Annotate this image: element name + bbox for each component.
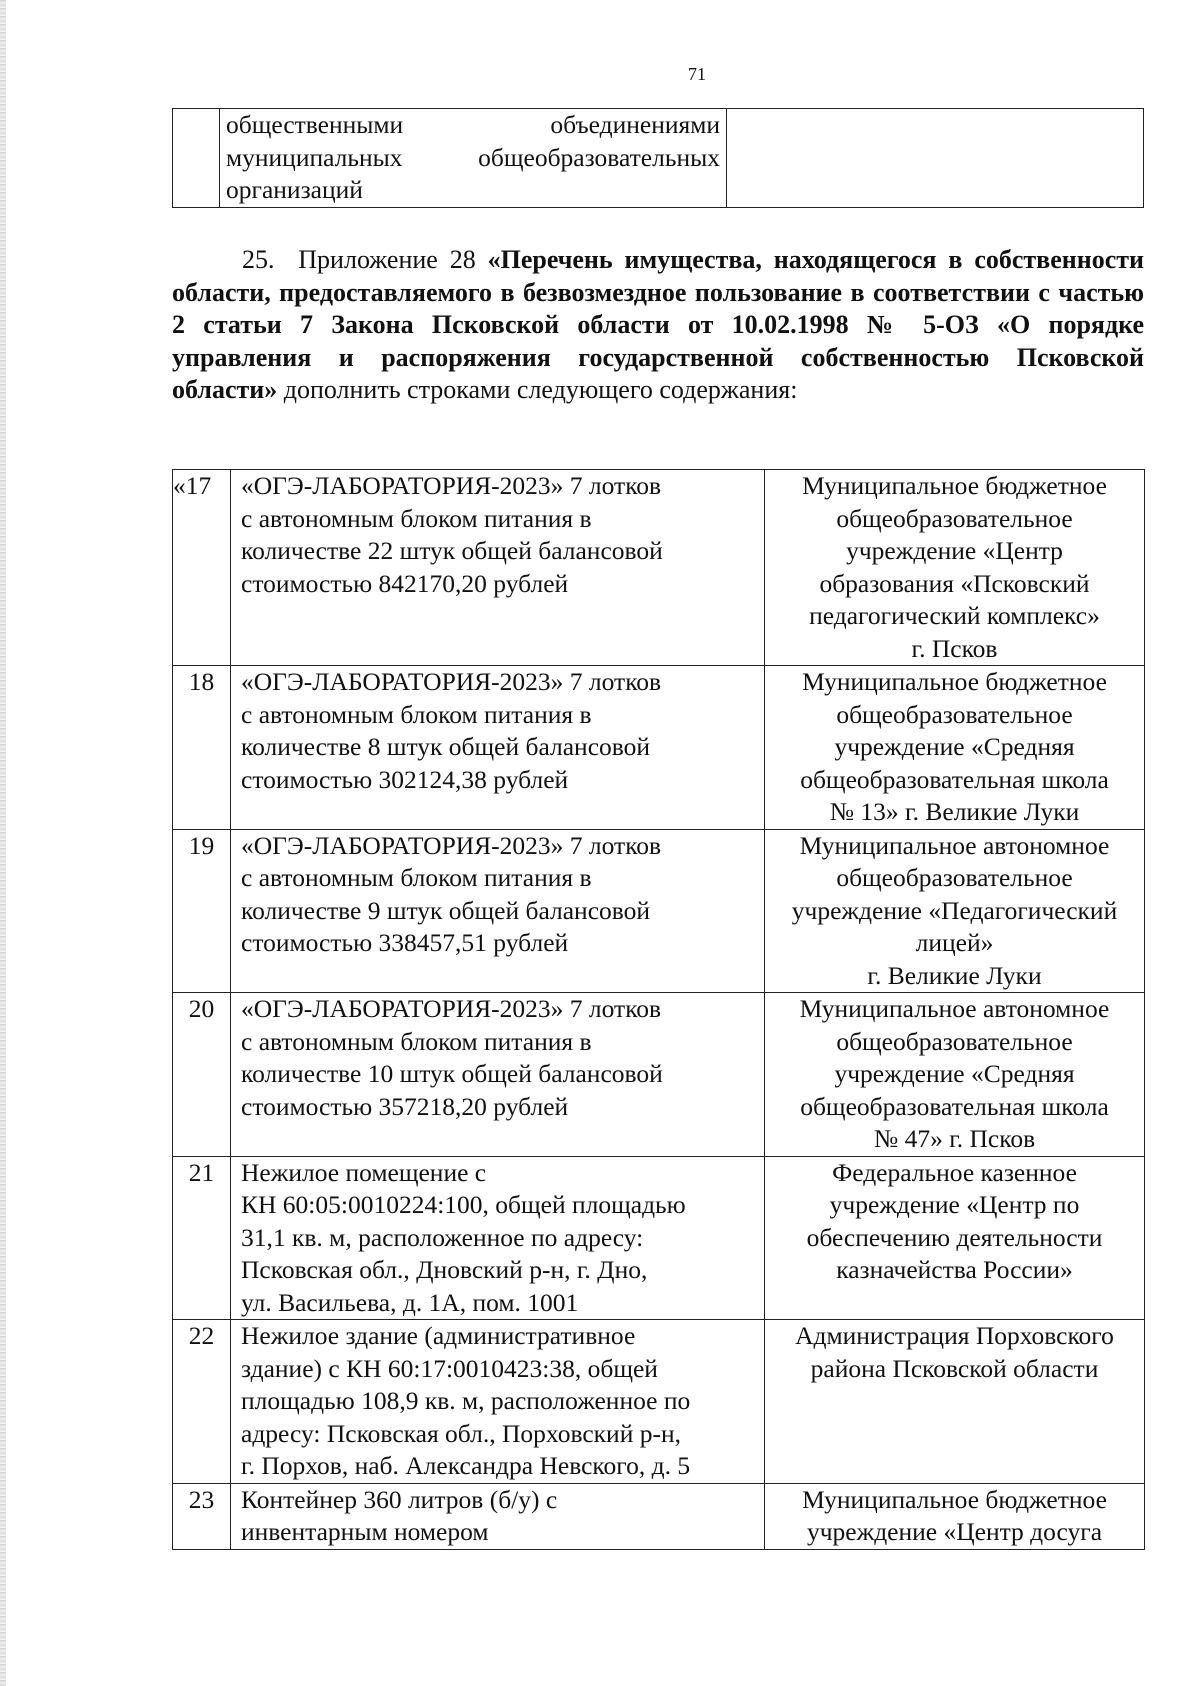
property-description [231, 1156, 765, 1320]
continuation-table [172, 108, 1144, 208]
organization-line: общеобразовательное [836, 863, 1073, 892]
description-line: стоимостью 842170,20 рублей [241, 568, 569, 598]
organization-line: учреждение «Центр [846, 536, 1063, 565]
organization-line: общеобразовательное [836, 1026, 1073, 1056]
table-row [173, 109, 1144, 208]
description-line: количестве 22 штук общей балансовой [241, 536, 663, 565]
organization-line: учреждение «Средняя [834, 732, 1075, 761]
property-table [172, 469, 1145, 1550]
text-line: муниципальных общеобразовательных [226, 142, 720, 172]
description-line: с автономным блоком питания в [241, 699, 592, 729]
description-line: количестве 9 штук общей балансовой [241, 895, 651, 925]
organization-line: г. Великие Луки [867, 960, 1042, 990]
organization-line: учреждение «Педагогический [791, 895, 1118, 925]
row-number: 18 [173, 666, 231, 830]
description-line: «ОГЭ-ЛАБОРАТОРИЯ-2023» 7 лотков [241, 994, 662, 1023]
property-description [231, 470, 765, 666]
description-cell [220, 109, 727, 208]
property-description [231, 993, 765, 1157]
row-number: 22 [173, 1320, 231, 1484]
organization-line: Муниципальное автономное [799, 830, 1110, 860]
description-line: адресу: Псковская обл., Порховский р-н, [241, 1418, 681, 1448]
organization-line: Муниципальное бюджетное [802, 667, 1107, 696]
description-line: площадью 108,9 кв. м, расположенное по [241, 1386, 691, 1415]
description-line: КН 60:05:0010224:100, общей площадью [241, 1190, 686, 1219]
table-row [173, 1483, 1145, 1549]
organization-line: Муниципальное автономное [799, 994, 1110, 1023]
organization-line: Администрация Порховского [795, 1321, 1114, 1350]
property-description [231, 1320, 765, 1484]
table-row [173, 829, 1145, 993]
row-number: 20 [173, 993, 231, 1157]
organization-line: общеобразовательное [836, 503, 1073, 533]
property-description [231, 666, 765, 830]
appendix-title: «Перечень имущества, находящегося в собственности области, предоставляемого в безвозмездное пользование в соответствии с частью 2 статьи 7 Закона Псковской области от 10.02.1998 № 5-ОЗ «О порядке управления и распоряжения государственной собственностью Псковской области» [172, 245, 1145, 404]
organization-line: района Псковской области [810, 1353, 1099, 1383]
description-line: «ОГЭ-ЛАБОРАТОРИЯ-2023» 7 лотков [241, 667, 662, 696]
description-line: ул. Васильева, д. 1А, пом. 1001 [241, 1287, 579, 1317]
organization-line: педагогический комплекс» [809, 601, 1100, 630]
description-line: стоимостью 302124,38 рублей [241, 764, 569, 794]
description-line: Псковская обл., Дновский р-н, г. Дно, [241, 1255, 648, 1284]
organization-line: общеобразовательная школа [800, 1091, 1109, 1121]
row-number: 23 [173, 1483, 231, 1549]
table-row [173, 993, 1145, 1157]
recipient-organization [765, 666, 1145, 830]
page-number: 71 [688, 64, 706, 84]
organization-line: обеспечению деятельности [806, 1222, 1103, 1252]
amendment-paragraph [172, 244, 1144, 407]
table-row [173, 1320, 1145, 1484]
organization-line: г. Псков [911, 633, 998, 663]
organization-line: учреждение «Центр по [829, 1190, 1080, 1219]
recipient-organization [765, 1320, 1145, 1484]
recipient-organization [765, 1156, 1145, 1320]
recipient-organization [765, 1483, 1145, 1549]
paragraph-number: 25. [242, 245, 275, 274]
description-line: количестве 10 штук общей балансовой [241, 1059, 663, 1088]
organization-line: Муниципальное бюджетное [802, 471, 1107, 500]
paragraph-lead: Приложение 28 [298, 245, 476, 274]
text-line: организаций [226, 175, 363, 204]
scan-edge [0, 0, 6, 1686]
organization-line: учреждение «Центр досуга [806, 1517, 1103, 1546]
recipient-organization [765, 829, 1145, 993]
organization-line: лицей» [915, 928, 994, 957]
row-number: 19 [173, 829, 231, 993]
description-line: стоимостью 357218,20 рублей [241, 1091, 569, 1121]
description-line: Нежилое помещение с [241, 1157, 487, 1187]
table-row [173, 470, 1145, 666]
description-line: с автономным блоком питания в [241, 503, 592, 533]
organization-line: Муниципальное бюджетное [802, 1484, 1107, 1514]
organization-line: № 13» г. Великие Луки [829, 797, 1080, 826]
number-cell [173, 109, 220, 208]
property-description [231, 1483, 765, 1549]
text-line: общественными объединениями [226, 110, 720, 139]
organization-line: № 47» г. Псков [873, 1124, 1036, 1153]
recipient-organization [765, 993, 1145, 1157]
organization-line: Федеральное казенное [832, 1157, 1077, 1187]
description-line: г. Порхов, наб. Александра Невского, д. 5 [241, 1451, 691, 1480]
description-line: «ОГЭ-ЛАБОРАТОРИЯ-2023» 7 лотков [241, 471, 662, 500]
description-line: инвентарным номером [241, 1517, 489, 1546]
row-number: «17 [173, 470, 231, 666]
recipient-organization [765, 470, 1145, 666]
description-line: «ОГЭ-ЛАБОРАТОРИЯ-2023» 7 лотков [241, 830, 662, 860]
description-line: Контейнер 360 литров (б/у) с [241, 1484, 558, 1514]
paragraph-tail: дополнить строками следующего содержания: [283, 375, 798, 404]
organization-cell [727, 109, 1144, 208]
description-line: Нежилое здание (административное [241, 1321, 636, 1350]
table-row [173, 666, 1145, 830]
description-line: стоимостью 338457,51 рублей [241, 928, 569, 957]
description-line: здание) с КН 60:17:0010423:38, общей [241, 1353, 658, 1383]
description-line: количестве 8 штук общей балансовой [241, 732, 651, 761]
table-row [173, 1156, 1145, 1320]
organization-line: общеобразовательное [836, 699, 1073, 729]
description-line: 31,1 кв. м, расположенное по адресу: [241, 1222, 644, 1252]
property-description [231, 829, 765, 993]
description-line: с автономным блоком питания в [241, 1026, 592, 1056]
row-number: 21 [173, 1156, 231, 1320]
organization-line: учреждение «Средняя [834, 1059, 1075, 1088]
organization-line: казначейства России» [836, 1255, 1073, 1284]
organization-line: общеобразовательная школа [800, 764, 1109, 794]
organization-line: образования «Псковский [819, 568, 1090, 598]
description-line: с автономным блоком питания в [241, 863, 592, 892]
